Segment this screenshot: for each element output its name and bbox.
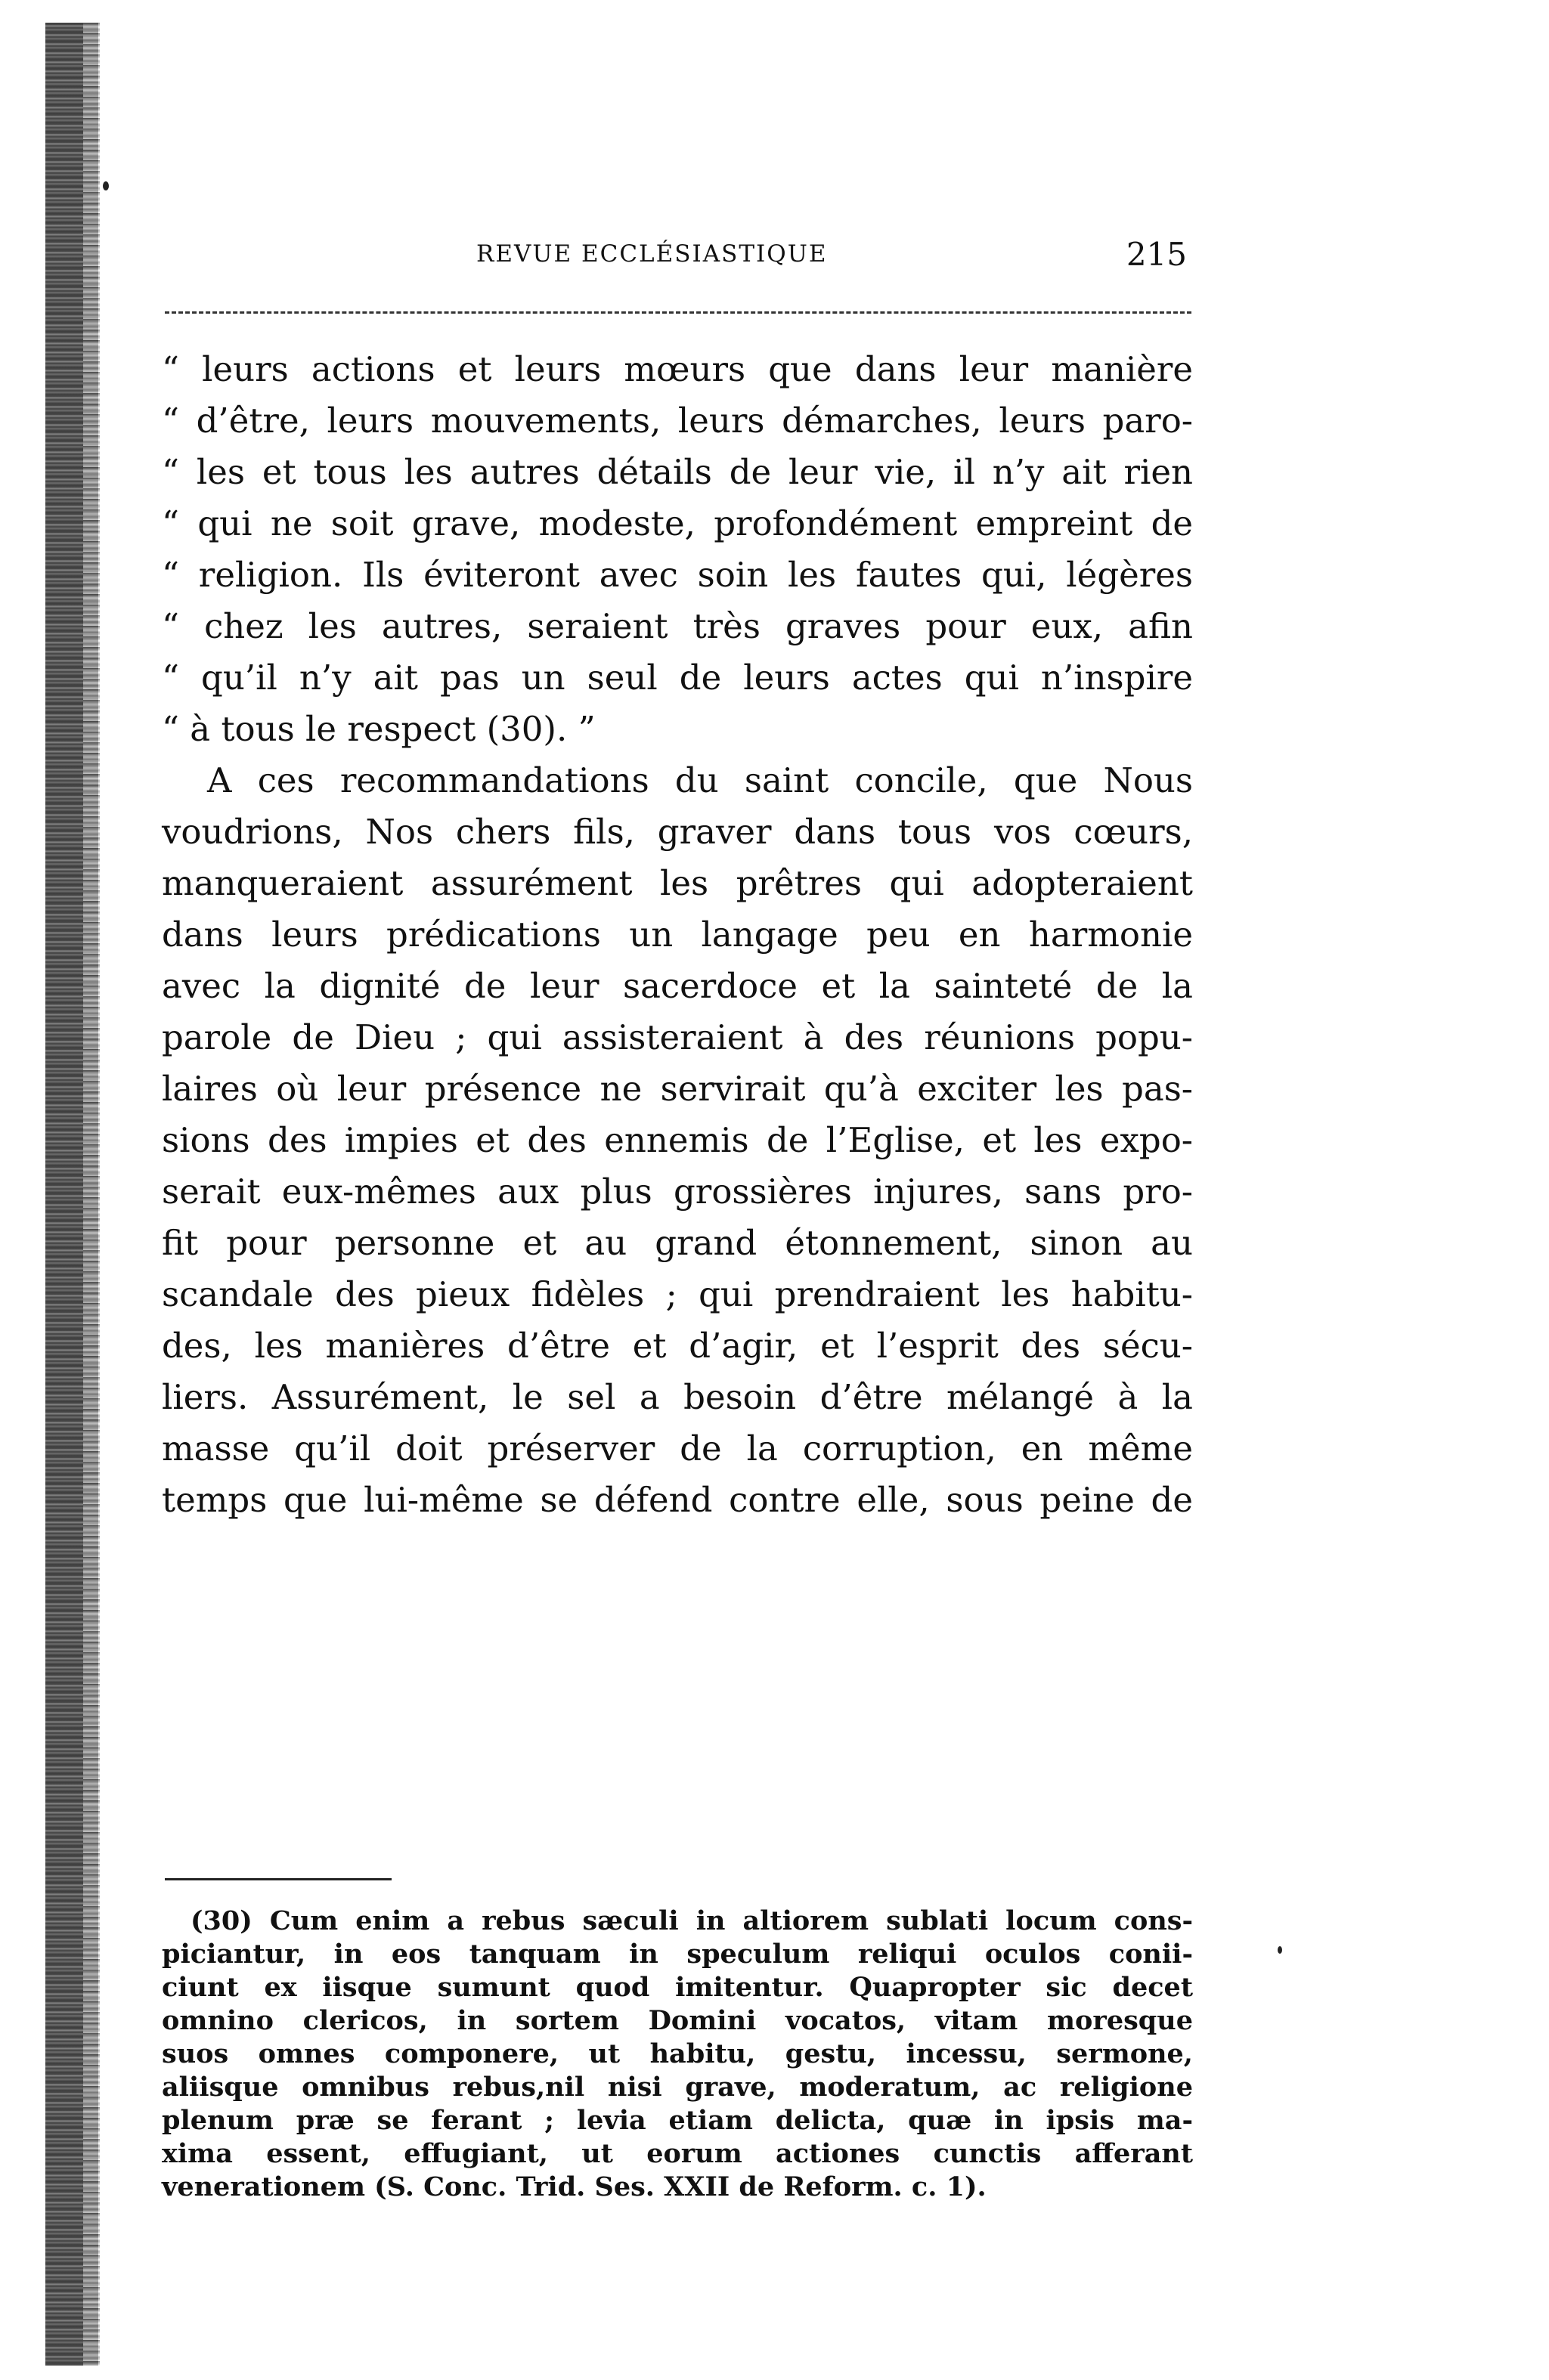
footnote-line: venerationem (S. Conc. Trid. Ses. XXII de Reform. c. 1).	[162, 2171, 987, 2202]
text-line: des, les manières d’être et d’agir, et l’esprit des sécu-	[162, 1326, 1193, 1366]
header-rule	[165, 311, 1191, 314]
footnote-line: xima essent, effugiant, ut eorum actiones cunctis afferant	[162, 2138, 1193, 2169]
text-line: “ les et tous les autres détails de leur vie, il n’y ait rien	[162, 452, 1193, 492]
footnote-line: piciantur, in eos tanquam in speculum reliqui oculos conii-	[162, 1939, 1193, 1970]
paragraph	[162, 755, 1193, 1526]
text-line: laires où leur présence ne servirait qu’à exciter les pas-	[162, 1069, 1193, 1109]
quoted-passage	[162, 344, 1193, 755]
text-line: “ d’être, leurs mouvements, leurs démarches, leurs paro-	[162, 401, 1193, 441]
text-line: avec la dignité de leur sacerdoce et la sainteté de la	[162, 966, 1193, 1006]
footnote-30	[162, 1905, 1193, 2204]
text-line: sions des impies et des ennemis de l’Eglise, et les expo-	[162, 1120, 1193, 1160]
text-line: A ces recommandations du saint concile, que Nous	[207, 760, 1193, 800]
footnote-line: (30) Cum enim a rebus sæculi in altiorem sublati locum cons-	[191, 1905, 1193, 1936]
text-line: masse qu’il doit préserver de la corruption, en même	[162, 1428, 1193, 1469]
text-line: scandale des pieux fidèles ; qui prendraient les habitu-	[162, 1274, 1193, 1314]
text-line: voudrions, Nos chers fils, graver dans tous vos cœurs,	[162, 812, 1193, 852]
footnote-rule	[165, 1878, 392, 1880]
text-line: parole de Dieu ; qui assisteraient à des réunions popu-	[162, 1017, 1193, 1057]
running-title: REVUE ECCLÉSIASTIQUE	[476, 240, 828, 268]
page-gutter-shadow	[83, 23, 100, 2366]
text-line: “ leurs actions et leurs mœurs que dans leur manière	[162, 349, 1193, 389]
main-text	[162, 344, 1193, 1526]
footnote-line: aliisque omnibus rebus,nil nisi grave, moderatum, ac religione	[162, 2072, 1193, 2103]
text-line: temps que lui-même se défend contre elle, sous peine de	[162, 1480, 1193, 1520]
print-speck	[1278, 1946, 1282, 1954]
text-line: “ à tous le respect (30). ”	[162, 709, 596, 749]
text-line: dans leurs prédications un langage peu en harmonie	[162, 915, 1193, 955]
text-line: “ religion. Ils éviteront avec soin les fautes qui, légères	[162, 555, 1193, 595]
footnote-line: plenum præ se ferant ; levia etiam delicta, quæ in ipsis ma-	[162, 2105, 1193, 2136]
text-line: “ qu’il n’y ait pas un seul de leurs actes qui n’inspire	[162, 658, 1193, 698]
page-number: 215	[1126, 236, 1187, 273]
text-line: “ chez les autres, seraient très graves pour eux, afin	[162, 606, 1193, 646]
text-line: serait eux-mêmes aux plus grossières injures, sans pro-	[162, 1171, 1193, 1212]
text-line: manqueraient assurément les prêtres qui adopteraient	[162, 863, 1193, 903]
footnote-line: omnino clericos, in sortem Domini vocatos, vitam moresque	[162, 2005, 1193, 2036]
footnote-line: ciunt ex iisque sumunt quod imitentur. Quapropter sic decet	[162, 1972, 1193, 2003]
footnote-line: suos omnes componere, ut habitu, gestu, incessu, sermone,	[162, 2038, 1193, 2069]
page-header	[476, 236, 1187, 286]
text-line: “ qui ne soit grave, modeste, profondément empreint de	[162, 503, 1193, 543]
print-speck	[103, 181, 109, 190]
text-line: liers. Assurément, le sel a besoin d’être mélangé à la	[162, 1377, 1193, 1417]
text-line: fit pour personne et au grand étonnement, sinon au	[162, 1223, 1193, 1263]
